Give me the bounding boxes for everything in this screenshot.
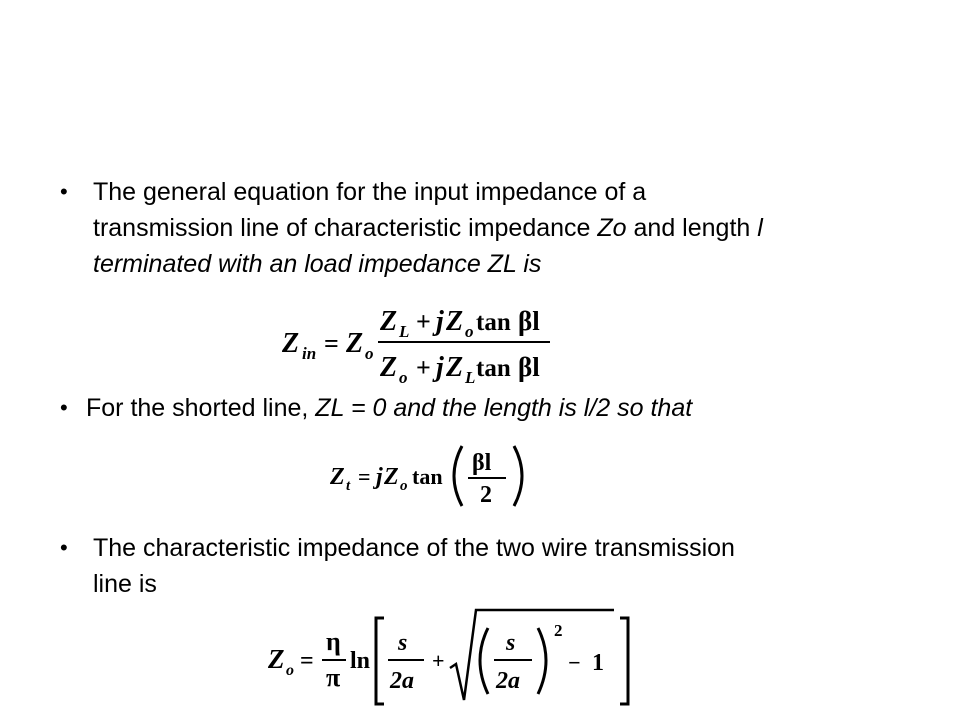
bullet-marker: • xyxy=(60,535,68,560)
right-bracket xyxy=(620,618,628,704)
eq-numerator: s xyxy=(506,630,516,656)
eq-subscript: o xyxy=(465,322,474,341)
bullet-marker: • xyxy=(60,395,68,420)
eq-symbol: j xyxy=(436,306,444,337)
bullet-line: The characteristic impedance of the two wire transmission xyxy=(93,534,735,562)
eq-denominator: 2a xyxy=(390,668,414,694)
eq-function: tan xyxy=(412,464,443,489)
eq-plus: + xyxy=(416,353,431,382)
eq-denominator: 2a xyxy=(496,668,520,694)
eq-symbol: j xyxy=(376,464,383,490)
bullet-line: terminated with an load impedance ZL is xyxy=(93,250,542,278)
eq-minus: − xyxy=(568,650,581,675)
text-span: transmission line of characteristic impedance xyxy=(93,214,598,242)
bullet-line xyxy=(93,210,763,246)
bullet-text xyxy=(93,530,735,602)
text-span-zo: Zo xyxy=(597,214,627,242)
bullet-marker: • xyxy=(60,179,68,204)
eq-symbol: Z xyxy=(380,352,398,383)
eq-subscript: o xyxy=(365,344,374,363)
eq-symbol: Z xyxy=(384,464,399,490)
sqrt-sign xyxy=(450,610,614,700)
eq-subscript: L xyxy=(399,322,410,341)
eq-numerator: βl xyxy=(472,450,492,476)
eq-exponent: 2 xyxy=(554,621,563,640)
equation-two-wire-impedance-svg xyxy=(266,606,636,712)
eq-eta: η xyxy=(326,627,341,656)
eq-plus: + xyxy=(432,648,445,673)
bullet-line: line is xyxy=(93,570,157,598)
eq-pi: π xyxy=(326,663,341,692)
eq-symbol: Z xyxy=(380,306,398,337)
right-paren xyxy=(538,628,546,694)
eq-subscript: in xyxy=(302,344,317,363)
equation-shorted-impedance-svg xyxy=(328,440,558,512)
eq-symbol: Z xyxy=(346,328,364,359)
eq-symbol: βl xyxy=(518,352,540,382)
left-paren xyxy=(454,446,462,506)
bullet-text xyxy=(86,390,692,426)
eq-symbol: βl xyxy=(518,306,540,336)
bullet-shorted-line xyxy=(60,390,860,430)
eq-function: ln xyxy=(350,648,371,674)
left-paren xyxy=(480,628,488,694)
eq-subscript: o xyxy=(286,662,294,679)
eq-numerator: s xyxy=(398,630,408,656)
text-span-italic: ZL = 0 and the length is l/2 so that xyxy=(315,394,693,422)
text-span: For the shorted line, xyxy=(86,394,316,422)
equation-input-impedance-svg xyxy=(280,300,560,390)
eq-symbol: Z xyxy=(282,328,300,359)
right-paren xyxy=(514,446,522,506)
text-span: and length xyxy=(626,214,758,242)
bullet-general-equation xyxy=(60,174,860,294)
eq-symbol: Z xyxy=(446,352,464,383)
eq-equals: = xyxy=(358,464,371,489)
bullet-two-wire xyxy=(60,530,860,610)
bullet-text xyxy=(93,174,763,282)
eq-symbol: Z xyxy=(446,306,464,337)
eq-denominator: 2 xyxy=(480,482,492,508)
left-bracket xyxy=(376,618,384,704)
eq-subscript: o xyxy=(400,478,408,494)
eq-function: tan xyxy=(476,309,511,336)
equation-two-wire-impedance xyxy=(266,606,636,717)
eq-subscript: L xyxy=(465,368,476,387)
eq-subscript: t xyxy=(346,478,351,494)
eq-symbol: Z xyxy=(330,464,345,490)
equation-shorted-impedance xyxy=(328,440,558,517)
eq-one: 1 xyxy=(592,650,604,676)
equation-input-impedance xyxy=(280,300,560,395)
eq-symbol: j xyxy=(436,352,444,383)
eq-symbol: Z xyxy=(268,644,285,674)
eq-equals: = xyxy=(324,329,339,358)
eq-function: tan xyxy=(476,355,511,382)
text-span-l: l xyxy=(757,214,763,242)
eq-subscript: o xyxy=(399,368,408,387)
bullet-line: The general equation for the input impedance of a xyxy=(93,178,647,206)
eq-equals: = xyxy=(300,648,314,674)
eq-plus: + xyxy=(416,307,431,336)
